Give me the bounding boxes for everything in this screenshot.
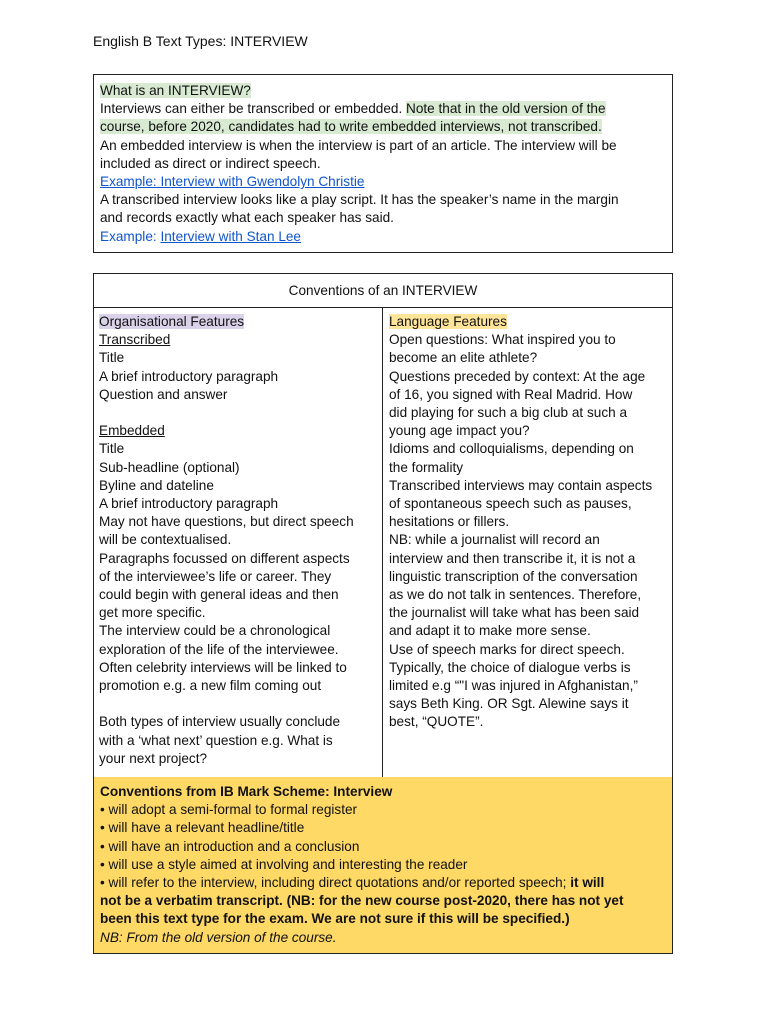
mark-scheme-bullet: • will use a style aimed at involving and interesting the reader: [100, 856, 468, 872]
organisational-item: Title: [99, 350, 125, 366]
organisational-item: Byline and dateline: [99, 477, 214, 493]
language-item: Questions preceded by context: At the age: [389, 368, 646, 384]
organisational-item: exploration of the life of the interviewee.: [99, 641, 339, 657]
embedded-definition-cont: included as direct or indirect speech.: [100, 155, 321, 171]
mark-scheme-bullet: • will adopt a semi-formal to formal register: [100, 802, 358, 818]
organisational-item: [99, 404, 377, 422]
language-item: Typically, the choice of dialogue verbs is: [389, 659, 631, 675]
organisational-item: your next project?: [99, 750, 208, 766]
example-link-stan-lee[interactable]: Interview with Stan Lee: [160, 228, 301, 244]
language-item: NB: while a journalist will record an: [389, 532, 600, 548]
language-item: says Beth King. OR Sgt. Alewine says it: [389, 696, 629, 712]
language-item: the formality: [389, 459, 464, 475]
organisational-item: Both types of interview usually conclude: [99, 714, 341, 730]
language-item: hesitations or fillers.: [389, 514, 510, 530]
organisational-list: [99, 331, 377, 768]
intro-text: Interviews can either be transcribed or embedded.: [100, 101, 407, 117]
organisational-item: Often celebrity interviews will be linked to: [99, 659, 347, 675]
conventions-table: [93, 273, 673, 954]
organisational-item: Transcribed: [99, 332, 171, 348]
example-prefix: Example:: [100, 228, 161, 244]
language-item: of spontaneous speech such as pauses,: [389, 496, 632, 512]
intro-box: [93, 74, 673, 253]
organisational-item: A brief introductory paragraph: [99, 496, 279, 512]
example-link-gwendolyn[interactable]: Example: Interview with Gwendolyn Christie: [100, 174, 365, 190]
language-list: [389, 331, 666, 731]
mark-scheme-box: [94, 777, 672, 953]
organisational-item: will be contextualised.: [99, 532, 232, 548]
organisational-item: Title: [99, 441, 125, 457]
language-item: interview and then transcribe it, it is not a: [389, 550, 636, 566]
organisational-item: The interview could be a chronological: [99, 623, 331, 639]
organisational-item: [99, 695, 377, 713]
language-features-column: [383, 308, 672, 777]
organisational-item: with a ‘what next’ question e.g. What is: [99, 732, 333, 748]
language-item: did playing for such a big club at such a: [389, 405, 628, 421]
language-item: limited e.g “"I was injured in Afghanistan,”: [389, 678, 638, 694]
language-item: best, “QUOTE”.: [389, 714, 484, 730]
old-course-note: NB: From the old version of the course.: [100, 929, 337, 945]
mark-scheme-list: [100, 801, 666, 874]
language-item: Transcribed interviews may contain aspects: [389, 477, 653, 493]
organisational-item: Embedded: [99, 423, 165, 439]
mark-scheme-bullet-last: • will refer to the interview, including direct quotations and/or reported speech;: [100, 875, 571, 891]
organisational-features-column: [94, 308, 383, 777]
organisational-item: Paragraphs focussed on different aspects: [99, 550, 350, 566]
verbatim-note-cont-2: been this text type for the exam. We are not sure if this will be specified.): [100, 911, 570, 927]
language-item: of 16, you signed with Real Madrid. How: [389, 386, 633, 402]
language-heading: Language Features: [389, 314, 507, 329]
conventions-heading: Conventions of an INTERVIEW: [94, 274, 672, 308]
old-version-note-cont: course, before 2020, candidates had to write embedded interviews, not transcribed.: [100, 119, 602, 135]
organisational-item: A brief introductory paragraph: [99, 368, 279, 384]
organisational-item: of the interviewee’s life or career. They: [99, 568, 332, 584]
organisational-item: Question and answer: [99, 386, 228, 402]
language-item: linguistic transcription of the conversation: [389, 568, 638, 584]
language-item: Idioms and colloquialisms, depending on: [389, 441, 634, 457]
organisational-item: could begin with general ideas and then: [99, 587, 339, 603]
old-version-note: Note that in the old version of the: [406, 101, 606, 117]
language-item: the journalist will take what has been said: [389, 605, 640, 621]
organisational-item: promotion e.g. a new film coming out: [99, 678, 322, 694]
organisational-item: May not have questions, but direct speech: [99, 514, 354, 530]
verbatim-note: it will: [570, 875, 605, 891]
mark-scheme-heading: Conventions from IB Mark Scheme: Interview: [100, 784, 393, 799]
transcribed-definition-cont: and records exactly what each speaker has said.: [100, 210, 394, 226]
mark-scheme-bullet: • will have an introduction and a conclusion: [100, 838, 360, 854]
document-title: English B Text Types: INTERVIEW: [93, 33, 308, 49]
language-item: Use of speech marks for direct speech.: [389, 641, 625, 657]
language-item: and adapt it to make more sense.: [389, 623, 591, 639]
transcribed-definition: A transcribed interview looks like a play script. It has the speaker’s name in the margin: [100, 192, 619, 208]
mark-scheme-bullet: • will have a relevant headline/title: [100, 820, 305, 836]
language-item: become an elite athlete?: [389, 350, 538, 366]
language-item: Open questions: What inspired you to: [389, 332, 616, 348]
organisational-heading: Organisational Features: [99, 314, 245, 329]
language-item: young age impact you?: [389, 423, 530, 439]
organisational-item: Sub-headline (optional): [99, 459, 240, 475]
embedded-definition: An embedded interview is when the interview is part of an article. The interview will be: [100, 137, 617, 153]
intro-heading: What is an INTERVIEW?: [100, 83, 251, 98]
language-item: as we do not talk in sentences. Therefore,: [389, 587, 642, 603]
organisational-item: get more specific.: [99, 605, 206, 621]
verbatim-note-cont: not be a verbatim transcript. (NB: for the new course post-2020, there has not yet: [100, 893, 624, 909]
